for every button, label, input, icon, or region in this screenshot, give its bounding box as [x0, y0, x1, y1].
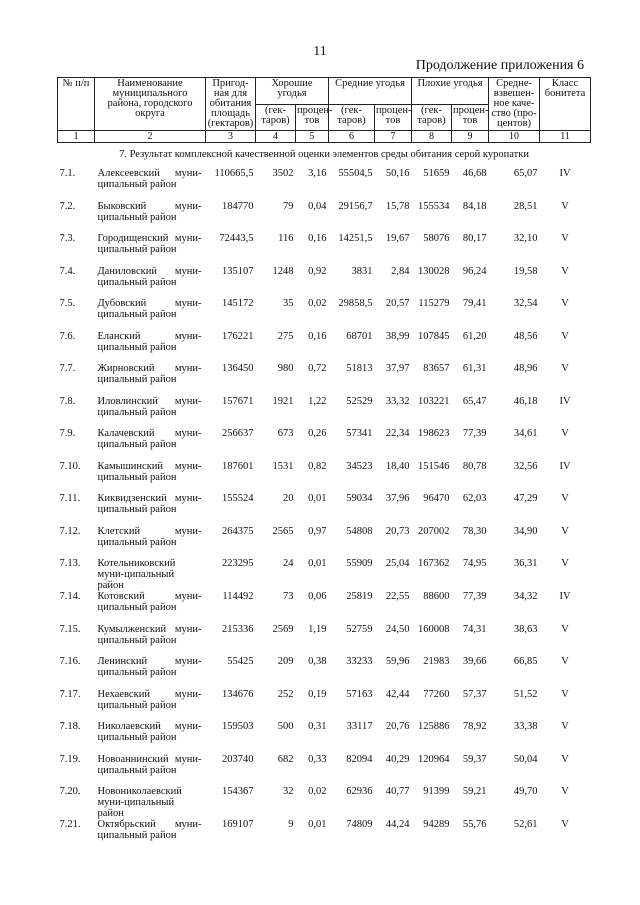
header-district-name: Наименование муниципального района, городского округа	[95, 78, 206, 131]
good-land-percent: 0,01	[308, 493, 327, 504]
row-number: 7.4.	[59, 265, 76, 277]
medium-land-percent: 20,73	[385, 525, 410, 537]
table-row	[58, 558, 591, 591]
row-number: 7.7.	[59, 363, 76, 374]
good-land-hectares: 2569	[272, 623, 294, 635]
good-land-percent: 0,16	[308, 233, 327, 244]
good-land-percent: 0,16	[308, 330, 327, 342]
habitable-area: 114492	[222, 591, 254, 602]
good-land-hectares: 35	[283, 298, 294, 309]
row-number: 7.14.	[59, 591, 81, 602]
bonitet-class: V	[561, 200, 569, 212]
bonitet-class: V	[561, 265, 569, 277]
section-row	[58, 143, 591, 169]
medium-land-hectares: 33233	[346, 656, 373, 667]
good-land-hectares: 1531	[272, 460, 294, 472]
table-row	[58, 689, 591, 722]
poor-land-percent: 59,21	[462, 786, 487, 797]
header-weighted-quality: Средне-взвешен-ное каче-ство (про-центов)	[489, 78, 540, 131]
good-land-hectares: 24	[283, 558, 294, 569]
column-number: 2	[95, 131, 206, 143]
medium-land-hectares: 55909	[346, 558, 373, 569]
bonitet-class: V	[561, 656, 569, 667]
row-number: 7.11.	[59, 493, 81, 504]
good-land-percent: 0,92	[308, 265, 327, 277]
row-number: 7.19.	[59, 753, 81, 765]
good-land-hectares: 252	[277, 688, 294, 700]
row-number: 7.12.	[59, 525, 81, 537]
good-land-hectares: 682	[277, 753, 294, 765]
page-number: 11	[313, 44, 327, 59]
poor-land-hectares: 77260	[423, 688, 450, 700]
column-number: 7	[375, 131, 412, 143]
continuation-title: Продолжение приложения 6	[415, 58, 584, 73]
weighted-quality: 47,29	[513, 493, 538, 504]
habitable-area: 136450	[222, 363, 254, 374]
good-land-hectares: 1921	[272, 395, 294, 407]
habitat-quality-table	[57, 77, 591, 852]
medium-land-percent: 40,77	[385, 786, 410, 797]
medium-land-hectares: 34523	[346, 460, 373, 472]
habitable-area: 264375	[222, 525, 254, 537]
table-row	[58, 168, 591, 201]
medium-land-hectares: 57341	[346, 428, 373, 439]
good-land-hectares: 3502	[272, 168, 294, 179]
table-row	[58, 396, 591, 429]
medium-land-hectares: 82094	[346, 753, 373, 765]
medium-land-percent: 40,29	[385, 753, 410, 765]
column-number: 6	[329, 131, 375, 143]
district-name: Котовский муни-ципальный район	[97, 591, 202, 613]
bonitet-class: IV	[559, 168, 571, 179]
table-row	[58, 493, 591, 526]
medium-land-hectares: 29858,5	[338, 298, 373, 309]
weighted-quality: 51,52	[513, 688, 538, 700]
table-row	[58, 233, 591, 266]
subheader-medium-pct: процен-тов	[375, 104, 412, 131]
weighted-quality: 46,18	[513, 395, 538, 407]
header-bonitet-class: Класс бонитета	[540, 78, 591, 131]
table-row	[58, 428, 591, 461]
medium-land-percent: 37,96	[385, 493, 410, 504]
district-name: Котельниковский муни-ципальный район	[97, 558, 176, 591]
poor-land-hectares: 160008	[418, 623, 450, 635]
weighted-quality: 32,10	[513, 233, 538, 244]
district-name: Новоаннинский муни-ципальный район	[97, 753, 202, 776]
habitable-area: 223295	[222, 558, 254, 569]
medium-land-hectares: 68701	[346, 330, 373, 342]
poor-land-hectares: 125886	[418, 721, 450, 732]
bonitet-class: V	[561, 525, 569, 537]
good-land-hectares: 73	[283, 591, 294, 602]
medium-land-percent: 25,04	[385, 558, 410, 569]
subheader-poor-ha: (гек-таров)	[412, 104, 452, 131]
weighted-quality: 28,51	[513, 200, 538, 212]
header-habitable-area: Пригод-ная для обитания площадь (гектаров)	[206, 78, 256, 131]
table-row	[58, 526, 591, 559]
table-row	[58, 298, 591, 331]
weighted-quality: 32,56	[513, 460, 538, 472]
weighted-quality: 65,07	[513, 168, 538, 179]
poor-land-percent: 96,24	[462, 265, 487, 277]
habitable-area: 159503	[222, 721, 254, 732]
habitable-area: 134676	[222, 688, 254, 700]
column-number: 1	[58, 131, 95, 143]
subheader-poor-pct: процен-тов	[452, 104, 489, 131]
poor-land-hectares: 198623	[418, 428, 450, 439]
medium-land-percent: 37,97	[385, 363, 410, 374]
poor-land-percent: 55,76	[462, 819, 487, 830]
weighted-quality: 49,70	[513, 786, 538, 797]
habitable-area: 256637	[222, 428, 254, 439]
medium-land-percent: 22,34	[385, 428, 410, 439]
medium-land-hectares: 74809	[346, 819, 373, 830]
habitable-area: 215336	[222, 623, 254, 635]
good-land-hectares: 275	[277, 330, 294, 342]
district-name: Жирновский муни-ципальный район	[97, 363, 202, 385]
poor-land-hectares: 83657	[423, 363, 450, 374]
medium-land-hectares: 57163	[346, 688, 373, 700]
poor-land-percent: 79,41	[462, 298, 487, 309]
district-name: Даниловский муни-ципальный район	[97, 265, 202, 288]
weighted-quality: 66,85	[513, 656, 538, 667]
header-good-land: Хорошие угодья	[256, 78, 329, 105]
medium-land-hectares: 55504,5	[338, 168, 373, 179]
medium-land-hectares: 59034	[346, 493, 373, 504]
medium-land-percent: 18,40	[385, 460, 410, 472]
poor-land-percent: 74,95	[462, 558, 487, 569]
poor-land-hectares: 115279	[418, 298, 450, 309]
bonitet-class: V	[561, 721, 569, 732]
district-name: Дубовский муни-ципальный район	[97, 298, 202, 320]
table-row	[58, 721, 591, 754]
poor-land-hectares: 88600	[423, 591, 450, 602]
poor-land-percent: 84,18	[462, 200, 487, 212]
poor-land-hectares: 96470	[423, 493, 450, 504]
bonitet-class: IV	[559, 395, 571, 407]
good-land-percent: 0,19	[308, 688, 327, 700]
weighted-quality: 50,04	[513, 753, 538, 765]
table-row	[58, 754, 591, 787]
good-land-percent: 0,82	[308, 460, 327, 472]
row-number: 7.20.	[59, 786, 81, 797]
bonitet-class: V	[561, 753, 569, 765]
column-number: 10	[489, 131, 540, 143]
medium-land-percent: 50,16	[385, 168, 410, 179]
subheader-good-ha: (гек-таров)	[256, 104, 296, 131]
good-land-hectares: 116	[278, 233, 294, 244]
poor-land-percent: 80,78	[462, 460, 487, 472]
medium-land-hectares: 33117	[346, 721, 373, 732]
weighted-quality: 19,58	[513, 265, 538, 277]
medium-land-percent: 2,84	[391, 265, 410, 277]
poor-land-percent: 78,30	[462, 525, 487, 537]
bonitet-class: V	[561, 623, 569, 635]
table-row	[58, 363, 591, 396]
bonitet-class: V	[561, 688, 569, 700]
good-land-percent: 0,97	[308, 525, 327, 537]
district-name: Еланский муни-ципальный район	[97, 330, 202, 353]
poor-land-percent: 59,37	[462, 753, 487, 765]
habitable-area: 55425	[227, 656, 254, 667]
district-name: Калачевский муни-ципальный район	[97, 428, 202, 450]
bonitet-class: V	[561, 428, 569, 439]
weighted-quality: 34,61	[513, 428, 538, 439]
district-name: Городищенский муни-ципальный район	[97, 233, 202, 255]
header-poor-land: Плохие угодья	[412, 78, 489, 105]
row-number: 7.2.	[59, 200, 76, 212]
poor-land-percent: 57,37	[462, 688, 487, 700]
bonitet-class: IV	[559, 591, 571, 602]
poor-land-hectares: 94289	[423, 819, 450, 830]
bonitet-class: V	[561, 558, 569, 569]
district-name: Киквидзенский муни-ципальный район	[97, 493, 202, 515]
good-land-hectares: 20	[283, 493, 294, 504]
table-row	[58, 461, 591, 494]
bonitet-class: V	[561, 363, 569, 374]
column-number: 5	[296, 131, 329, 143]
medium-land-hectares: 14251,5	[338, 233, 373, 244]
column-number: 8	[412, 131, 452, 143]
good-land-percent: 0,31	[308, 721, 327, 732]
table-row	[58, 591, 591, 624]
habitable-area: 155524	[222, 493, 254, 504]
table-row	[58, 266, 591, 299]
row-number: 7.1.	[59, 168, 76, 179]
medium-land-percent: 24,50	[385, 623, 410, 635]
medium-land-hectares: 3831	[351, 265, 373, 277]
good-land-percent: 0,06	[308, 591, 327, 602]
poor-land-percent: 78,92	[462, 721, 487, 732]
poor-land-hectares: 21983	[423, 656, 450, 667]
bonitet-class: V	[561, 330, 569, 342]
good-land-percent: 0,02	[308, 298, 327, 309]
district-name: Клетский муни-ципальный район	[97, 525, 202, 548]
poor-land-hectares: 130028	[418, 265, 450, 277]
good-land-percent: 0,01	[308, 558, 327, 569]
habitable-area: 184770	[222, 200, 254, 212]
row-number: 7.5.	[59, 298, 76, 309]
section-title: 7. Результат комплексной качественной оценки элементов среды обитания серой куропатки	[119, 149, 529, 160]
row-number: 7.6.	[59, 330, 76, 342]
header-medium-land: Средние угодья	[329, 78, 412, 105]
good-land-hectares: 9	[288, 819, 294, 830]
medium-land-percent: 22,55	[385, 591, 410, 602]
medium-land-percent: 33,32	[385, 395, 410, 407]
medium-land-percent: 20,57	[385, 298, 410, 309]
table-row	[58, 819, 591, 852]
medium-land-percent: 42,44	[385, 688, 410, 700]
good-land-percent: 0,02	[308, 786, 327, 797]
row-number: 7.21.	[59, 819, 81, 830]
weighted-quality: 48,56	[513, 330, 538, 342]
poor-land-percent: 61,31	[462, 363, 487, 374]
good-land-hectares: 209	[277, 656, 294, 667]
row-number: 7.8.	[59, 395, 76, 407]
poor-land-hectares: 51659	[423, 168, 450, 179]
bonitet-class: V	[561, 786, 569, 797]
table-row	[58, 201, 591, 234]
good-land-percent: 1,19	[308, 623, 327, 635]
header-row	[58, 78, 591, 105]
row-number: 7.17.	[59, 688, 81, 700]
medium-land-percent: 19,67	[385, 233, 410, 244]
poor-land-percent: 46,68	[462, 168, 487, 179]
medium-land-hectares: 54808	[346, 525, 373, 537]
weighted-quality: 48,96	[513, 363, 538, 374]
poor-land-hectares: 155534	[418, 200, 450, 212]
weighted-quality: 34,90	[513, 525, 538, 537]
good-land-hectares: 1248	[272, 265, 294, 277]
good-land-hectares: 32	[283, 786, 294, 797]
bonitet-class: IV	[559, 460, 571, 472]
poor-land-hectares: 58076	[423, 233, 450, 244]
subheader-good-pct: процен-тов	[296, 104, 329, 131]
district-name: Кумылженский муни-ципальный район	[97, 623, 202, 646]
table-row	[58, 786, 591, 819]
district-name: Октябрьский муни-ципальный район	[97, 819, 202, 841]
good-land-percent: 0,01	[308, 819, 327, 830]
habitable-area: 187601	[222, 460, 254, 472]
district-name: Алексеевский муни-ципальный район	[97, 168, 202, 190]
district-name: Новониколаевский муни-ципальный район	[97, 786, 182, 819]
row-number: 7.15.	[59, 623, 81, 635]
medium-land-percent: 38,99	[385, 330, 410, 342]
poor-land-percent: 77,39	[462, 428, 487, 439]
good-land-hectares: 79	[283, 200, 294, 212]
poor-land-hectares: 207002	[418, 525, 450, 537]
poor-land-percent: 62,03	[462, 493, 487, 504]
row-number: 7.10.	[59, 460, 81, 472]
district-name: Камышинский муни-ципальный район	[97, 460, 202, 483]
good-land-hectares: 2565	[272, 525, 294, 537]
bonitet-class: V	[561, 233, 569, 244]
habitable-area: 169107	[222, 819, 254, 830]
habitable-area: 110665,5	[214, 168, 254, 179]
column-number-row	[58, 131, 591, 143]
habitable-area: 203740	[222, 753, 254, 765]
poor-land-hectares: 167362	[418, 558, 450, 569]
poor-land-hectares: 103221	[418, 395, 450, 407]
poor-land-percent: 77,39	[462, 591, 487, 602]
medium-land-hectares: 51813	[346, 363, 373, 374]
poor-land-percent: 39,66	[462, 656, 487, 667]
weighted-quality: 52,61	[513, 819, 538, 830]
good-land-percent: 0,33	[308, 753, 327, 765]
medium-land-percent: 44,24	[385, 819, 410, 830]
column-number: 11	[540, 131, 591, 143]
good-land-percent: 0,38	[308, 656, 327, 667]
weighted-quality: 33,38	[513, 721, 538, 732]
good-land-hectares: 500	[277, 721, 294, 732]
district-name: Иловлинский муни-ципальный район	[97, 395, 202, 418]
row-number: 7.18.	[59, 721, 81, 732]
column-number: 4	[256, 131, 296, 143]
medium-land-hectares: 52529	[346, 395, 373, 407]
good-land-percent: 0,26	[308, 428, 327, 439]
poor-land-hectares: 107845	[418, 330, 450, 342]
medium-land-percent: 59,96	[385, 656, 410, 667]
bonitet-class: V	[561, 298, 569, 309]
bonitet-class: V	[561, 493, 569, 504]
row-number: 7.9.	[59, 428, 76, 439]
district-name: Николаевский муни-ципальный район	[97, 721, 202, 743]
table-row	[58, 331, 591, 364]
weighted-quality: 38,63	[513, 623, 538, 635]
medium-land-hectares: 52759	[346, 623, 373, 635]
good-land-hectares: 980	[277, 363, 294, 374]
good-land-percent: 3,16	[308, 168, 327, 179]
table-row	[58, 624, 591, 657]
row-number: 7.13.	[59, 558, 81, 569]
subheader-medium-ha: (гек-таров)	[329, 104, 375, 131]
header-number: № п/п	[58, 78, 95, 131]
good-land-percent: 0,72	[308, 363, 327, 374]
poor-land-percent: 74,31	[462, 623, 487, 635]
medium-land-hectares: 29156,7	[338, 200, 373, 212]
habitable-area: 145172	[222, 298, 254, 309]
weighted-quality: 34,32	[513, 591, 538, 602]
district-name: Ленинский муни-ципальный район	[97, 656, 202, 678]
poor-land-hectares: 91399	[423, 786, 450, 797]
good-land-percent: 0,04	[308, 200, 327, 212]
habitable-area: 72443,5	[219, 233, 254, 244]
poor-land-hectares: 120964	[418, 753, 450, 765]
table-row	[58, 656, 591, 689]
row-number: 7.3.	[59, 233, 76, 244]
column-number: 3	[206, 131, 256, 143]
medium-land-hectares: 62936	[346, 786, 373, 797]
good-land-percent: 1,22	[308, 395, 327, 407]
weighted-quality: 36,31	[513, 558, 538, 569]
habitable-area: 154367	[222, 786, 254, 797]
poor-land-percent: 61,20	[462, 330, 487, 342]
medium-land-hectares: 25819	[346, 591, 373, 602]
habitable-area: 176221	[222, 330, 254, 342]
habitable-area: 135107	[222, 265, 254, 277]
poor-land-percent: 65,47	[462, 395, 487, 407]
good-land-hectares: 673	[277, 428, 294, 439]
district-name: Быковский муни-ципальный район	[97, 200, 202, 223]
bonitet-class: V	[561, 819, 569, 830]
poor-land-hectares: 151546	[418, 460, 450, 472]
medium-land-percent: 15,78	[385, 200, 410, 212]
district-name: Нехаевский муни-ципальный район	[97, 688, 202, 711]
poor-land-percent: 80,17	[462, 233, 487, 244]
row-number: 7.16.	[59, 656, 81, 667]
weighted-quality: 32,54	[513, 298, 538, 309]
habitable-area: 157671	[222, 395, 254, 407]
column-number: 9	[452, 131, 489, 143]
medium-land-percent: 20,76	[385, 721, 410, 732]
